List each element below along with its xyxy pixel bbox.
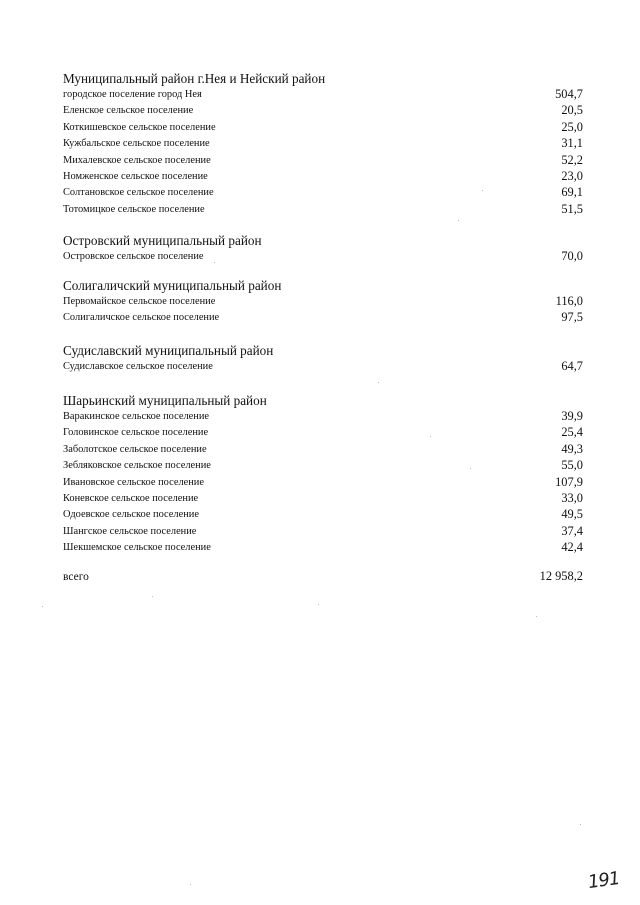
district-section bbox=[63, 277, 593, 327]
settlement-name: Коневское сельское поселение bbox=[63, 492, 199, 504]
settlement-name: городское поселение город Нея bbox=[63, 89, 202, 100]
settlement-value: 64,7 bbox=[561, 359, 583, 373]
total-row bbox=[63, 569, 593, 587]
scan-speck bbox=[190, 884, 191, 885]
settlement-value: 49,5 bbox=[561, 507, 583, 522]
settlement-value: 49,3 bbox=[561, 441, 583, 456]
scan-speck bbox=[378, 382, 379, 383]
scan-speck bbox=[152, 596, 153, 597]
settlement-name: Варакинское сельское поселение bbox=[63, 411, 210, 422]
settlement-value: 25,0 bbox=[561, 119, 583, 134]
table-row bbox=[63, 169, 593, 185]
table-row bbox=[63, 359, 593, 375]
scan-speck bbox=[430, 436, 431, 437]
table-row bbox=[63, 294, 593, 310]
settlement-value: 51,5 bbox=[561, 201, 583, 216]
settlement-name: Судиславское сельское поселение bbox=[63, 361, 213, 372]
table-row bbox=[63, 425, 593, 441]
page-number: 191 bbox=[586, 867, 621, 894]
settlement-value: 107,9 bbox=[555, 474, 583, 489]
settlement-name: Зебляковское сельское поселение bbox=[63, 460, 211, 472]
scan-speck bbox=[470, 468, 471, 469]
settlement-value: 69,1 bbox=[561, 185, 583, 200]
table-row bbox=[63, 458, 593, 474]
settlement-name: Еленское сельское поселение bbox=[63, 105, 194, 117]
table-row bbox=[63, 507, 593, 523]
table-row bbox=[63, 103, 593, 119]
table-row bbox=[63, 87, 593, 103]
district-section bbox=[63, 70, 593, 218]
settlement-value: 504,7 bbox=[555, 87, 583, 101]
settlement-value: 55,0 bbox=[561, 458, 583, 473]
table-row bbox=[63, 524, 593, 540]
scan-speck bbox=[580, 824, 581, 825]
settlement-name: Шекшемское сельское поселение bbox=[63, 542, 211, 554]
settlement-value: 70,0 bbox=[561, 249, 583, 263]
district-title: Островский муниципальный район bbox=[63, 233, 262, 248]
district-section bbox=[63, 392, 593, 557]
settlement-name: Солтановское сельское поселение bbox=[63, 187, 214, 199]
settlement-name: Коткишевское сельское поселение bbox=[63, 121, 216, 133]
district-section bbox=[63, 232, 593, 265]
district-title: Шарьинский муниципальный район bbox=[63, 393, 267, 408]
settlement-value: 33,0 bbox=[561, 490, 583, 505]
total-label: всего bbox=[63, 571, 89, 583]
table-row bbox=[63, 202, 593, 218]
table-row bbox=[63, 136, 593, 152]
scan-speck bbox=[536, 616, 537, 617]
scan-speck bbox=[214, 262, 215, 263]
settlement-value: 52,2 bbox=[561, 152, 583, 167]
district-title: Судиславский муниципальный район bbox=[63, 343, 274, 358]
total-value: 12 958,2 bbox=[539, 569, 583, 583]
settlement-value: 25,4 bbox=[561, 425, 583, 440]
scan-speck bbox=[318, 604, 319, 605]
scan-speck bbox=[42, 606, 43, 607]
table-row bbox=[63, 153, 593, 169]
settlement-name: Первомайское сельское поселение bbox=[63, 296, 216, 307]
settlement-name: Тотомицкое сельское поселение bbox=[63, 203, 205, 215]
settlement-value: 37,4 bbox=[561, 523, 583, 538]
settlement-value: 39,9 bbox=[561, 409, 583, 423]
settlement-value: 97,5 bbox=[561, 310, 583, 325]
table-row bbox=[63, 185, 593, 201]
settlement-name: Шангское сельское поселение bbox=[63, 525, 197, 537]
settlement-value: 42,4 bbox=[561, 540, 583, 555]
settlement-value: 20,5 bbox=[561, 103, 583, 118]
settlement-name: Кужбальское сельское поселение bbox=[63, 138, 210, 150]
table-row bbox=[63, 475, 593, 491]
settlement-name: Ивановское сельское поселение bbox=[63, 476, 204, 488]
settlement-value: 31,1 bbox=[561, 136, 583, 151]
district-title: Муниципальный район г.Нея и Нейский район bbox=[63, 71, 326, 86]
table-row bbox=[63, 442, 593, 458]
table-row bbox=[63, 120, 593, 136]
table-row bbox=[63, 540, 593, 556]
scan-speck bbox=[458, 220, 459, 221]
table-row bbox=[63, 491, 593, 507]
settlement-name: Островское сельское поселение bbox=[63, 251, 204, 262]
settlement-name: Одоевское сельское поселение bbox=[63, 509, 199, 521]
table-row bbox=[63, 310, 593, 326]
scan-speck bbox=[482, 190, 483, 191]
table-row bbox=[63, 249, 593, 265]
settlement-name: Заболотское сельское поселение bbox=[63, 443, 207, 455]
settlement-name: Михалевское сельское поселение bbox=[63, 154, 211, 166]
settlement-value: 23,0 bbox=[561, 168, 583, 183]
table-row bbox=[63, 409, 593, 425]
district-section bbox=[63, 342, 593, 375]
settlement-name: Солигаличское сельское поселение bbox=[63, 312, 220, 324]
district-title: Солигаличский муниципальный район bbox=[63, 278, 282, 293]
settlement-value: 116,0 bbox=[555, 294, 583, 308]
settlement-name: Номженское сельское поселение bbox=[63, 170, 208, 182]
settlement-name: Головинское сельское поселение bbox=[63, 427, 209, 439]
